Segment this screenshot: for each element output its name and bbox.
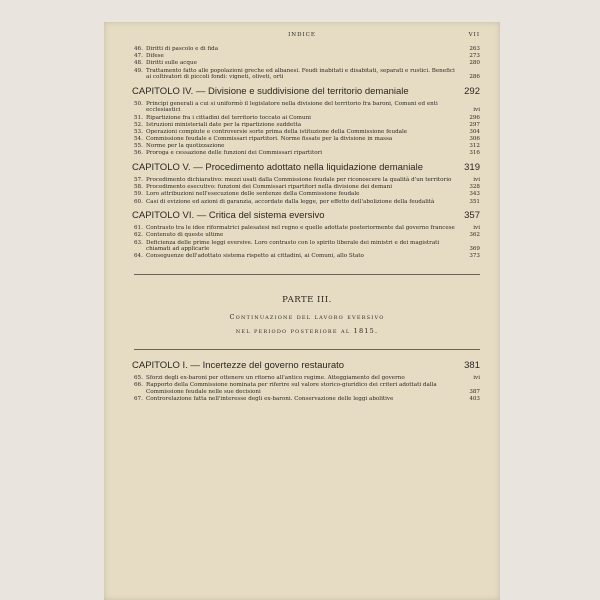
entry-number: 60. <box>134 198 143 205</box>
chapter-title: CAPITOLO I. — Incertezze del governo restaurato <box>132 359 345 371</box>
entry-number: 47. <box>134 53 143 60</box>
entry-page-number: 306 <box>469 136 480 143</box>
running-head-title: INDICE <box>288 32 316 38</box>
chapter-title: CAPITOLO VI. — Critica del sistema eversivo <box>132 210 325 222</box>
entry-page-number: 297 <box>469 121 480 128</box>
toc-entry <box>134 60 480 67</box>
entry-title: Trattamento fatto alle popolazioni greche ed albanesi. Feudi inabitati e disabitati, separati e rustici. Benefici ai coltivatori di piccoli fondi: vigneti, oliveti, orti <box>146 67 455 81</box>
entry-title: Procedimento dichiarativo: mezzi usati dalla Commissione feudale per riconoscere la qualità d'un territorio <box>146 177 452 184</box>
entry-number: 58. <box>134 184 143 191</box>
part-divider <box>134 349 480 350</box>
entry-page-number: 351 <box>469 198 480 205</box>
entry-page-number: 280 <box>469 60 480 67</box>
entry-title: Diritti sulle acque <box>146 60 197 67</box>
entry-number: 66. <box>134 382 143 389</box>
toc-entry <box>134 396 480 403</box>
entry-title: Diritti di pascolo e di fida <box>146 46 219 52</box>
entry-title: Difese <box>146 53 164 60</box>
entry-number: 49. <box>134 67 143 74</box>
entry-title: Contrasto tra le idee riformatrici palesatesi nel regno e quelle adottate posteriormente dal governo francese <box>146 225 455 232</box>
entry-number: 51. <box>134 114 143 121</box>
entry-page-number: 273 <box>469 53 480 60</box>
entry-number: 65. <box>134 374 143 381</box>
toc-entry <box>134 191 480 198</box>
entry-number: 53. <box>134 128 143 135</box>
entry-number: 55. <box>134 143 143 150</box>
part-subtitle-line-1: Continuazione del lavoro eversivo <box>229 312 385 321</box>
entry-number: 62. <box>134 232 143 239</box>
chapter-heading <box>132 86 480 97</box>
toc-entry <box>134 68 480 81</box>
toc-entry <box>134 46 480 53</box>
entry-title: Ripartizione fra i cittadini del territorio toccato ai Comuni <box>146 114 311 121</box>
entry-title: Loro attribuzioni nell'esecuzione delle sentenze della Commissione feudale <box>146 191 360 198</box>
entry-number: 46. <box>134 46 143 52</box>
chapter-page-number: 357 <box>464 210 480 222</box>
chapter-heading <box>132 360 480 371</box>
toc-entry <box>134 115 480 122</box>
entry-page-number: 343 <box>469 191 480 198</box>
entry-page-number: 328 <box>469 184 480 191</box>
toc-entry <box>134 240 480 253</box>
chapter-page-number: 381 <box>464 359 480 371</box>
entry-page-number: 296 <box>469 114 480 121</box>
toc-entry <box>134 122 480 129</box>
entry-page-number: 304 <box>469 128 480 135</box>
entry-title: Procedimento esecutivo: funzioni dei Commissari ripartitori nella divisione dei demani <box>146 184 393 191</box>
toc-entry <box>134 382 480 395</box>
entry-number: 50. <box>134 100 143 107</box>
entry-page-number: 362 <box>469 232 480 239</box>
chapter-title: CAPITOLO V. — Procedimento adottato nella liquidazione demaniale <box>132 162 423 174</box>
entry-page-number: 263 <box>469 46 480 52</box>
toc-entry <box>134 225 480 232</box>
entry-page-number: 387 <box>469 388 480 395</box>
entry-title: Sforzi degli ex-baroni per ottenere un ritorno all'antico regime. Atteggiamento del governo <box>146 374 405 381</box>
running-head-page: VII <box>468 32 480 38</box>
toc-entry <box>134 232 480 239</box>
chapter-heading <box>132 210 480 221</box>
entry-number: 59. <box>134 191 143 198</box>
entry-page-number: 373 <box>469 253 480 260</box>
entry-page-number: 312 <box>469 143 480 150</box>
entry-title: Rapporto della Commissione nominata per riferire sul valore storico-giuridico dei criteri adottati dalla Commissione feudale nelle sue decisioni <box>146 382 437 395</box>
toc-entry <box>134 177 480 184</box>
toc-entry <box>134 253 480 260</box>
chapter-page-number: 319 <box>464 162 480 174</box>
entry-page-number: ivi <box>473 225 480 232</box>
part-heading <box>134 295 480 335</box>
toc-entry <box>134 53 480 60</box>
chapter-title: CAPITOLO IV. — Divisione e suddivisione del territorio demaniale <box>132 85 409 97</box>
entry-page-number: 316 <box>469 150 480 157</box>
entry-number: 57. <box>134 177 143 184</box>
entry-number: 54. <box>134 136 143 143</box>
entry-title: Norme per la quotizzazione <box>146 143 225 150</box>
entry-number: 64. <box>134 253 143 260</box>
entry-title: Deficienza delle prime leggi eversive. Loro contrasto con lo spirito liberale dei ministri e dei magistrati chiamati ad applicarle <box>146 239 440 253</box>
entry-title: Operazioni compiute e controversie sorte prima della istituzione della Commissione feudale <box>146 128 408 135</box>
book-page <box>104 22 500 600</box>
toc-entry <box>134 101 480 114</box>
entry-title: Contenuto di queste ultime <box>146 232 224 239</box>
toc-entry <box>134 375 480 382</box>
entry-number: 63. <box>134 239 143 246</box>
toc-entry <box>134 199 480 206</box>
toc-entry <box>134 136 480 143</box>
entry-title: Proroga e cessazione delle funzioni dei Commissari ripartitori <box>146 150 323 157</box>
toc-entry <box>134 150 480 157</box>
entry-title: Principi generali a cui si uniformò il legislatore nella divisione del territorio fra baroni, Comuni ed enti ecclesiastici <box>146 100 438 114</box>
entry-title: Casi di evizione ed azioni di garanzia, accordate dalla legge, per effetto dell'abolizione della feudalità <box>146 198 435 205</box>
table-of-contents <box>134 46 480 403</box>
entry-number: 52. <box>134 121 143 128</box>
toc-entry <box>134 143 480 150</box>
entry-page-number: ivi <box>473 374 480 381</box>
chapter-heading <box>132 162 480 173</box>
part-divider <box>134 274 480 275</box>
entry-title: Controrelazione fatta nell'interesse degli ex-baroni. Conservazione delle leggi abolitive <box>146 395 394 402</box>
chapter-page-number: 292 <box>464 85 480 97</box>
entry-title: Conseguenze dell'adottato sistema rispetto ai cittadini, ai Comuni, allo Stato <box>146 253 364 260</box>
entry-title: Istruzioni ministeriali date per la ripartizione suddetta <box>146 121 302 128</box>
part-subtitle-line-2: nel periodo posteriore al 1815. <box>235 326 379 335</box>
toc-entry <box>134 129 480 136</box>
entry-number: 56. <box>134 150 143 157</box>
part-title: PARTE III. <box>282 294 332 305</box>
entry-title: Commissione feudale e Commissari ripartitori. Norme fissate per la divisione in massa <box>146 136 393 143</box>
entry-page-number: ivi <box>473 107 480 114</box>
toc-entry <box>134 184 480 191</box>
entry-page-number: ivi <box>473 177 480 184</box>
entry-number: 61. <box>134 225 143 232</box>
entry-number: 48. <box>134 60 143 67</box>
entry-page-number: 403 <box>469 395 480 402</box>
entry-page-number: 369 <box>469 246 480 253</box>
entry-page-number: 286 <box>469 74 480 81</box>
entry-number: 67. <box>134 395 143 402</box>
